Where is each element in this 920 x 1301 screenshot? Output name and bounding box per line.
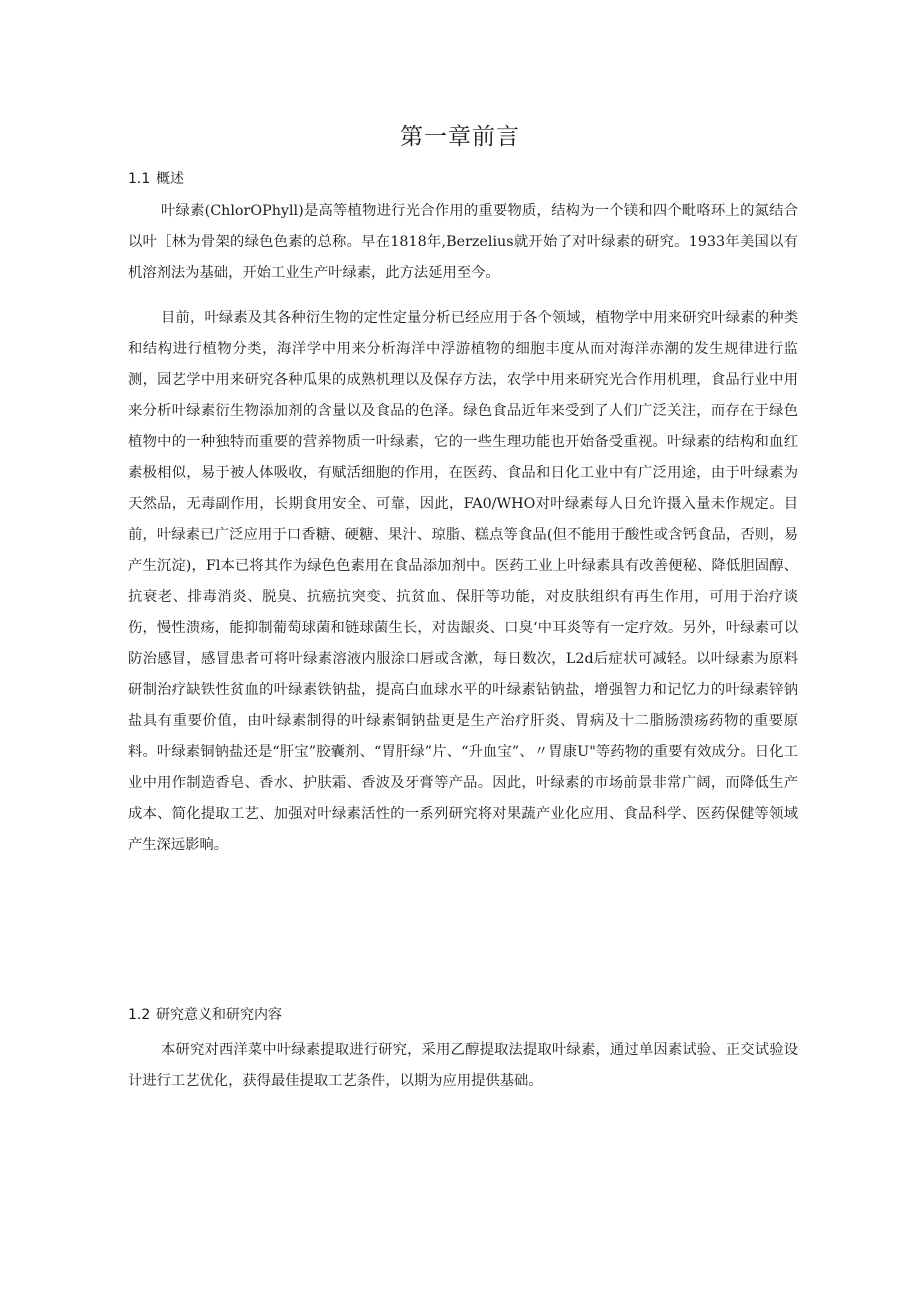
paragraph-research-content: 本研究对西洋菜中叶绿素提取进行研究，采用乙醇提取法提取叶绿素，通过单因素试验、正交试验设计进行工艺优化，获得最佳提取工艺条件，以期为应用提供基础。 xyxy=(128,1042,798,1089)
section-title: 概述 xyxy=(156,171,184,187)
section-heading-significance xyxy=(128,1004,282,1024)
section-number: 1.2 xyxy=(128,1007,151,1023)
section-number: 1.1 xyxy=(128,171,151,187)
chapter-title: 第一章前言 xyxy=(400,124,520,150)
paragraph-intro: 叶绿素(ChlorOPhyll)是高等植物进行光合作用的重要物质，结构为一个镁和四个毗咯环上的氮结合以叶［林为骨架的绿色色素的总称。早在1818年,Berzelius就开始了对叶绿素的研究。1933年美国以有机溶剂法为基础，开始工业生产叶绿素，此方法延用至今。 xyxy=(128,203,798,281)
section-heading-overview xyxy=(128,168,184,188)
section-title: 研究意义和研究内容 xyxy=(156,1007,282,1023)
paragraph-applications: 目前，叶绿素及其各种衍生物的定性定量分析已经应用于各个领域，植物学中用来研究叶绿素的种类和结构进行植物分类，海洋学中用来分析海洋中浮游植物的细胞丰度从而对海洋赤潮的发生规律进行监测，园艺学中用来研究各种瓜果的成熟机理以及保存方法，农学中用来研究光合作用机理，食品行业中用来分析叶绿素衍生物添加剂的含量以及食品的色泽。绿色食品近年来受到了人们广泛关注，而存在于绿色植物中的一种独特而重要的营养物质一叶绿素，它的一些生理功能也开始备受重视。叶绿素的结构和血红素极相似，易于被人体吸收，有赋活细胞的作用，在医药、食品和日化工业中有广泛用途，由于叶绿素为天然品，无毒副作用，长期食用安全、可靠，因此，FA0∕WHO对叶绿素每人日允许摄入量未作规定。目前，叶绿素已广泛应用于口香糖、硬糖、果汁、琼脂、糕点等食品(但不能用于酸性或含钙食品，否则，易产生沉淀)，Fl本已将其作为绿色色素用在食品添加剂中。医药工业上叶绿素具有改善便秘、降低胆固醇、抗衰老、排毒消炎、脱臭、抗癌抗突变、抗贫血、保肝等功能，对皮肤组织有再生作用，可用于治疗谈伤，慢性溃疡，能抑制葡萄球菌和链球菌生长，对齿龈炎、口臭‘中耳炎等有一定疗效。另外，叶绿素可以防治感冒，感冒患者可将叶绿素溶液内服涂口唇或含漱，每日数次，L2d后症状可减轻。以叶绿素为原料研制治疗缺铁性贫血的叶绿素铁钠盐，提高白血球水平的叶绿素钻钠盐，增强智力和记忆力的叶绿素锌钠盐具有重要价值，由叶绿素制得的叶绿素铜钠盐更是生产治疗肝炎、胃病及十二脂肠溃疡药物的重要原料。叶绿素铜钠盐还是“肝宝”胶囊剂、“胃肝绿”片、“升血宝”、〃胃康U"等药物的重要有效成分。日化工业中用作制造香皂、香水、护肤霜、香波及牙膏等产品。因此，叶绿素的市场前景非常广阔，而降低生产成本、简化提取工艺、加强对叶绿素活性的一系列研究将对果蔬产业化应用、食品科学、医药保健等领域产生深远影晌。 xyxy=(128,310,798,853)
